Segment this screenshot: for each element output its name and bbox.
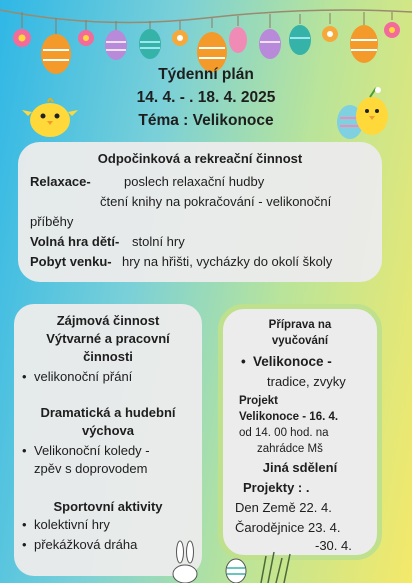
list-item: • Velikonoční koledy - [34, 442, 150, 459]
page-title: Týdenní plán [158, 66, 254, 83]
projects-label: Projekty : . [243, 480, 310, 495]
project-item: Den Země 22. 4. [235, 500, 332, 515]
drama-title: výchova [81, 423, 135, 438]
relax-card [18, 142, 382, 282]
bunny-icon [168, 540, 202, 583]
relax-text: poslech relaxační hudby [124, 174, 265, 189]
easter-egg-icon [350, 25, 378, 63]
flower-icon [322, 26, 338, 42]
list-item: • velikonoční přání [34, 368, 132, 385]
flower-icon [13, 29, 31, 47]
project-text: od 14. 00 hod. na [239, 427, 329, 439]
project-text [239, 409, 338, 426]
easter-egg-icon [224, 556, 248, 583]
outdoor-label: Pobyt venku- [30, 254, 112, 269]
prep-title: Příprava na [268, 319, 332, 331]
relax-text: čtení knihy na pokračování - velikonoční [100, 194, 332, 209]
free-play-label: Volná hra dětí- [30, 234, 120, 249]
list-item: • překážková dráha [34, 536, 137, 553]
interest-card [14, 304, 202, 576]
list-item: tradice, zvyky [267, 374, 346, 389]
relax-label: Relaxace- [30, 174, 91, 189]
easter-egg-icon [289, 25, 311, 55]
list-item: • kolektivní hry [34, 516, 110, 533]
art-title: činnosti [83, 349, 133, 364]
free-play-text: stolní hry [132, 234, 185, 249]
easter-egg-icon [139, 29, 161, 59]
outdoor-text: hry na hřišti, vycházky do okolí školy [122, 254, 333, 269]
prep-card [218, 304, 382, 560]
date-range: 14. 4. - . 18. 4. 2025 [136, 89, 276, 106]
art-title: Výtvarné a pracovní [46, 331, 170, 346]
flower-icon [78, 30, 94, 46]
grass-icon [256, 548, 296, 583]
project-item: -30. 4. [315, 538, 352, 553]
easter-egg-icon [105, 30, 127, 60]
project-text: Velikonoce - 16. 4. [239, 411, 339, 423]
flower-icon [172, 30, 188, 46]
project-label: Projekt [239, 395, 278, 407]
relax-card-title: Odpočinková a rekreační činnost [97, 151, 303, 166]
sport-title: Sportovní aktivity [53, 499, 163, 514]
prep-title: vyučování [271, 335, 329, 347]
theme-heading: Téma : Velikonoce [138, 112, 274, 129]
drama-title: Dramatická a hudební [40, 405, 176, 420]
flower-icon [384, 22, 400, 38]
easter-egg-icon [229, 27, 247, 53]
list-item: • Velikonoce - [253, 353, 332, 370]
relax-text: příběhy [30, 214, 74, 229]
project-text: zahrádce Mš [257, 443, 323, 455]
interest-title: Zájmová činnost [56, 313, 160, 328]
list-item: zpěv s doprovodem [34, 461, 148, 476]
project-item: Čarodějnice 23. 4. [235, 520, 341, 535]
other-title: Jiná sdělení [262, 460, 338, 475]
easter-egg-icon [259, 29, 281, 59]
